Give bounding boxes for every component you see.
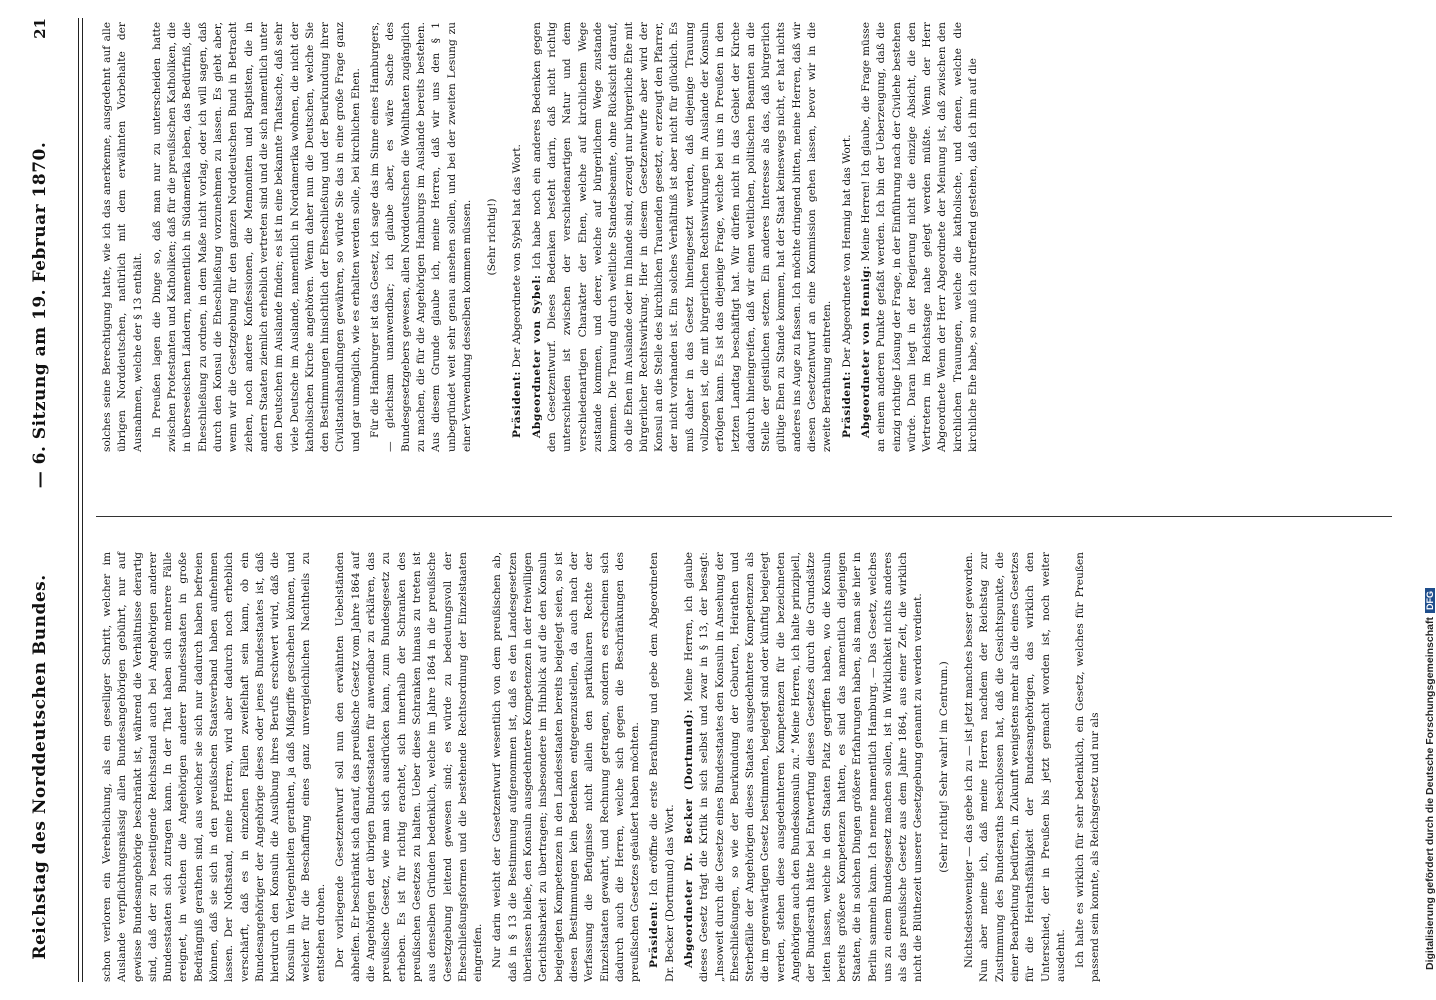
president-statement-2 [840,22,855,452]
speech-text: Ich eröffne die erste Berathung und gebe dem Abgeordneten Dr. Becker (Dortmund) das Wort. [648,552,676,982]
page-number: 21 [31,18,49,39]
hennig-statement [859,22,981,452]
left-paragraph-3: Nur darin weicht der Gesetzentwurf wesentlich von dem preußischen ab, daß in § 13 die Bestimmung aufgenommen ist, daß es den Landesgesetzen überlassen bleibe, den Konsuln ausgedehntere Kompetenzen in der freiwilligen Gerichtsbarkeit zu übertragen; insbesondere im Hinblick auf die den Konsuln beigelegten Kompetenzen in den Landesstaaten bereits beigelegt seien, so ist diesen Bestimmungen kein Bedenken entgegenzustellen, da auch nach der Verfassung die Befugnisse nicht allein den partikularen Rechte der Einzelstaaten gewahrt, und Rechnung getragen, sondern es erscheinen sich dadurch auch die Herren, welche sich gegen die Beschränkungen des preußischen Gesetzes geäußert haben möchten. [491,552,642,982]
speaker-label: Abgeordneter Dr. Becker (Dortmund): [682,708,695,968]
left-paragraph-1: schon verloren ein Verehelichung, als ein geselliger Schritt, welcher im Auslande verpflichtungsmässig allen Bundesangehörigen gebührt, nur auf gewisse Bundesangehörige beschränkt ist, während die Verhältnisse derartig sind, daß der zu beseitigende Reichsstand auch bei Angehörigen anderer Bundesstaaten sich zutragen kann. In der That haben sich mehrere Fälle ereignet, in welchen die Angehörigen anderer Bundesstaaten in große Bedrängniß gerathen sind, aus welcher sie sich nur dadurch haben befreien können, daß sie sich in den preußischen Staatsverband haben aufnehmen lassen. Der Nothstand, meine Herren, wird aber dadurch noch erheblich verschärft, daß es in einzelnen Fällen zweifelhaft sein kann, ob ein Bundesangehöriger der Angehörige dieses oder jenes Bundesstaates ist, daß hierdurch den Konsuln die Ausübung ihres Berufs erschwert wird, daß die Konsuln in Verlegenheiten gerathen, ja daß Mißgriffe geschehen können, und welcher für die Beschaffung eines ganz unvergleichlichen Nachtheils zu entstehen drohen. [101,552,328,982]
digitization-credit [1424,588,1436,970]
right-column [100,22,1390,452]
left-paragraph-5: Ich halte es wirklich für sehr bedenklich, ein Gesetz, welches für Preußen passend sein konnte, als Reichsgesetz und nur als [1074,552,1102,982]
header-right-title: — 6. Sitzung am 19. Februar 1870. [30,141,50,489]
header-rule-double [82,18,83,982]
speech-text: Ich habe noch ein anderes Bedenken gegen den Gesetzentwurf. Dieses Bedenken besteht darin, daß nicht richtig unterschieden ist zwischen der verschiedenartigen Natur und dem verschiedenartigen Charakter der Ehen, welche auf kirchlichem Wege zustande kommen, und derer, welche auf bürgerlichem Wege zustande kommen. Die Trauung durch weltliche Standesbeamte, ohne Rücksicht darauf, ob die Ehen im Auslande oder im Inlande sind, erzeugt nur bürgerliche Ehe mit bürgerlicher Rechtswirkung. Hier in diesem Gesetzentwurfe aber wird der Konsul an die Stelle des kirchlichen Trauenden gesetzt, er erzeugt den Pfarrer, der nicht vorhanden ist. Ein solches Verhältniß ist aber nicht für glücklich. Es muß daher in das Gesetz hineingesetzt werden, daß diejenige Trauung vollzogen ist, die mit bürgerlichen Rechtswirkungen im Auslande der Konsuln erfolgen kann. Es ist das diejenige Frage, welche bei uns in Preußen in den letzten Landtag beschäftigt hat. Wir dürfen nicht in das Gebiet der Kirche dadurch hineingreifen, daß wir einen weltlichen, politischen Beamten an die Stelle der geistlichen setzen. Ein anderes Interesse als das, daß bürgerlich gültige Ehen zu Stande kommen, hat der Staat keineswegs nicht, er hat nichts anderes ins Auge zu fassen. Ich möchte dringend bitten, meine Herren, daß wir diesen Gesetzentwurf an eine Kommission gehen lassen, bevor wir in die zweite Berathung eintreten. [530,22,834,452]
right-paragraph-1: solches seine Berechtigung hatte, wie ich das anerkenne, ausgedehnt auf alle übrigen Norddeutschen, natürlich mit dem erwähnten Vorbehalte der Ausnahmen, welche der § 13 enthält. [101,22,144,452]
speaker-label: Präsident: [648,900,661,968]
column-divider [96,516,1392,517]
speaker-label: Präsident: [511,370,524,438]
applause-note: (Sehr richtig! Sehr wahr! im Centrum.) [937,661,950,873]
page-header [10,18,70,982]
speech-text: Der Abgeordnete von Hennig hat das Wort. [840,134,853,368]
right-paragraph-2: In Preußen lagen die Dinge so, daß man nur zu unterscheiden hatte zwischen Protestanten und Katholiken; daß für die preußischen Katholiken, die in überseeischen Ländern, namentlich in Südamerika leben, das Bedürfniß, die Eheschließung zu ordnen, in dem Maße nicht vorlag, oder ich will sagen, daß durch den Konsul die Eheschließung vorzunehmen zu lassen. Es giebt aber, wenn wir die Gesetzgebung für den ganzen Norddeutschen Bund in Betracht ziehen, noch andere Konfessionen, die Mennoniten und Baptisten, die in andern Staaten ziemlich erheblich vertreten sind und die sich namentlich unter den Deutschen im Auslande finden; es ist in eine bekannte Thatsache, daß sehr viele Deutsche im Auslande, namentlich in Nordamerika wohnen, die nicht der katholischen Kirche angehören. Wenn daher nun die Deutschen, welche Sie den Bestimmungen hinsichtlich der Eheschließung und der Beurkundung ihrer Civilstandshandlungen gewähren, so würde Sie das in eine große Frage ganz und gar unmöglich, wie es erhalten werden solle, bei kirchlichen Ehen. [150,22,362,452]
left-column [100,552,1390,982]
left-paragraph-2: Der vorliegende Gesetzentwurf soll nun den erwähnten Uebelständen abhelfen. Er beschränkt sich darauf, das preußische Gesetz vom Jahre 1864 auf die Angehörigen der übrigen Bundesstaaten für anwendbar zu erklären, das preußische Gesetz, wie man sich ausdrücken kann, zum Bundesgesetz zu erheben. Es ist für richtig erachtet, sich innerhalb der Schranken des preußischen Gesetzes zu halten. Ueber diese Schranken hinaus zu treten ist aus denselben Gründen bedenklich, welche im Jahre 1864 in die preußische Gesetzgebung leitend gewesen sind; es würde zu bedeutungsvoll der Eheschließungsformen und die bestehende Rechtsordnung der Einzelstaaten eingreifen. [334,552,485,982]
left-paragraph-4: Nichtsdestoweniger — das gebe ich zu — ist jetzt manches besser geworden. Nun aber meine ich, daß meine Herren nachdem der Reichstag zur Zustimmung des Bundesraths beschlossen hat, daß die Gesichtspunkte, die einer Bearbeitung bedürfen, in Zukunft wenigstens mehr als die eines Gesetzes für die Heirathsfähigkeit der Bundesangehörigen, das wirklich den Unterschied, der in Preußen bis jetzt gemacht worden ist, noch weiter ausdehnt. [963,552,1067,982]
right-paragraph-3: Für die Hamburger ist das Gesetz, ich sage das im Sinne eines Hamburgers, — gleichsam unanwendbar; ich glaube aber, es wäre Sache des Bundesgesetzgebers gewesen, allen Norddeutschen die Wohlthaten zugänglich zu machen, die für die Angehörigen Hamburgs im Auslande bereits bestehen. Aus diesem Grunde glaube ich, meine Herren, daß wir uns den § 1 unbegründet weit sehr genau ansehen sollen, und bei der zweiten Lesung zu einer Verwendung desselben kommen müssen. [369,22,473,452]
president-statement [510,22,525,452]
speaker-label: Präsident: [840,370,853,438]
speech-text: Der Abgeordnete von Sybel hat das Wort. [511,144,524,368]
header-left-title: Reichstag des Norddeutschen Bundes. [30,574,50,960]
speech-text: Meine Herren, ich glaube dieses Gesetz trägt die Kritik in sich selbst und zwar in § 13, der besagt: „Insoweit durch die Gesetze eines Bundesstaates den Konsuln in Ansehung der Eheschließungen, so wie der Beurkundung der Geburten, Heirathen und Sterbefälle der Angehörigen dieses Staates ausgedehntere Kompetenzen als die im gegenwärtigen Gesetz bestimmten, beigelegt sind oder künftig beigelegt werden, stehen diese ausgedehnteren Kompetenzen für die bezeichneten Angehörigen auch den Bundeskonsuln zu.“ Meine Herren, ich halte prinzipiell, der Bundesrath hätte bei Entwerfung dieses Gesetzes durch die Grundsätze leiten lassen, welche in den Staaten Platz gegriffen haben, wo die Konsuln bereits größere Kompetenzen hatten, es sind das namentlich diejenigen Staaten, die in solchen Dingen größere Erfahrungen haben, als man sie hier in Berlin sammeln kann. Ich nenne namentlich Hamburg. — Das Gesetz, welches uns zu einem Bundesgesetz machen sollen, ist in Wirklichkeit nichts anderes als das preußische Gesetz aus dem Jahre 1864, aus einer Zeit, die wirklich nicht die Blüthezeit unserer Gesetzgebung genannt zu werden verdient. [682,552,925,982]
header-rule [78,18,79,982]
dfg-logo: DFG [1425,588,1435,613]
speaker-label: Abgeordneter von Sybel: [530,274,543,438]
president-statement [647,552,678,982]
becker-statement [682,552,927,982]
speech-text: Meine Herren! Ich glaube, die Frage müsse an einem anderen Punkte gefaßt werden. Ich bin der Ueberzeugung, daß die einzig richtige Lösung der Frage, in der Einführung nach der Civilehe bestehen würde. Daran liegt in der Regierung nicht die einzige Absicht, die den Vertretern im Reichstage nahe gelegt werden müßte. Wenn der Herr Abgeordnete Wenn der Herr Abgeordnete der Meinung ist, daß zwischen den kirchlichen Trauungen, welche die katholische, und denen, welche die kirchliche Ehe habe, so muß ich zutreffend gestehen, daß ich ihm auf die [859,22,980,452]
speaker-label: Abgeordneter von Hennig: [859,265,872,438]
applause-note: (Sehr richtig!) [486,198,499,276]
sybel-statement [530,22,836,452]
digitization-text: Digitalisierung gefördert durch die Deutsche Forschungsgemeinschaft [1424,617,1436,970]
